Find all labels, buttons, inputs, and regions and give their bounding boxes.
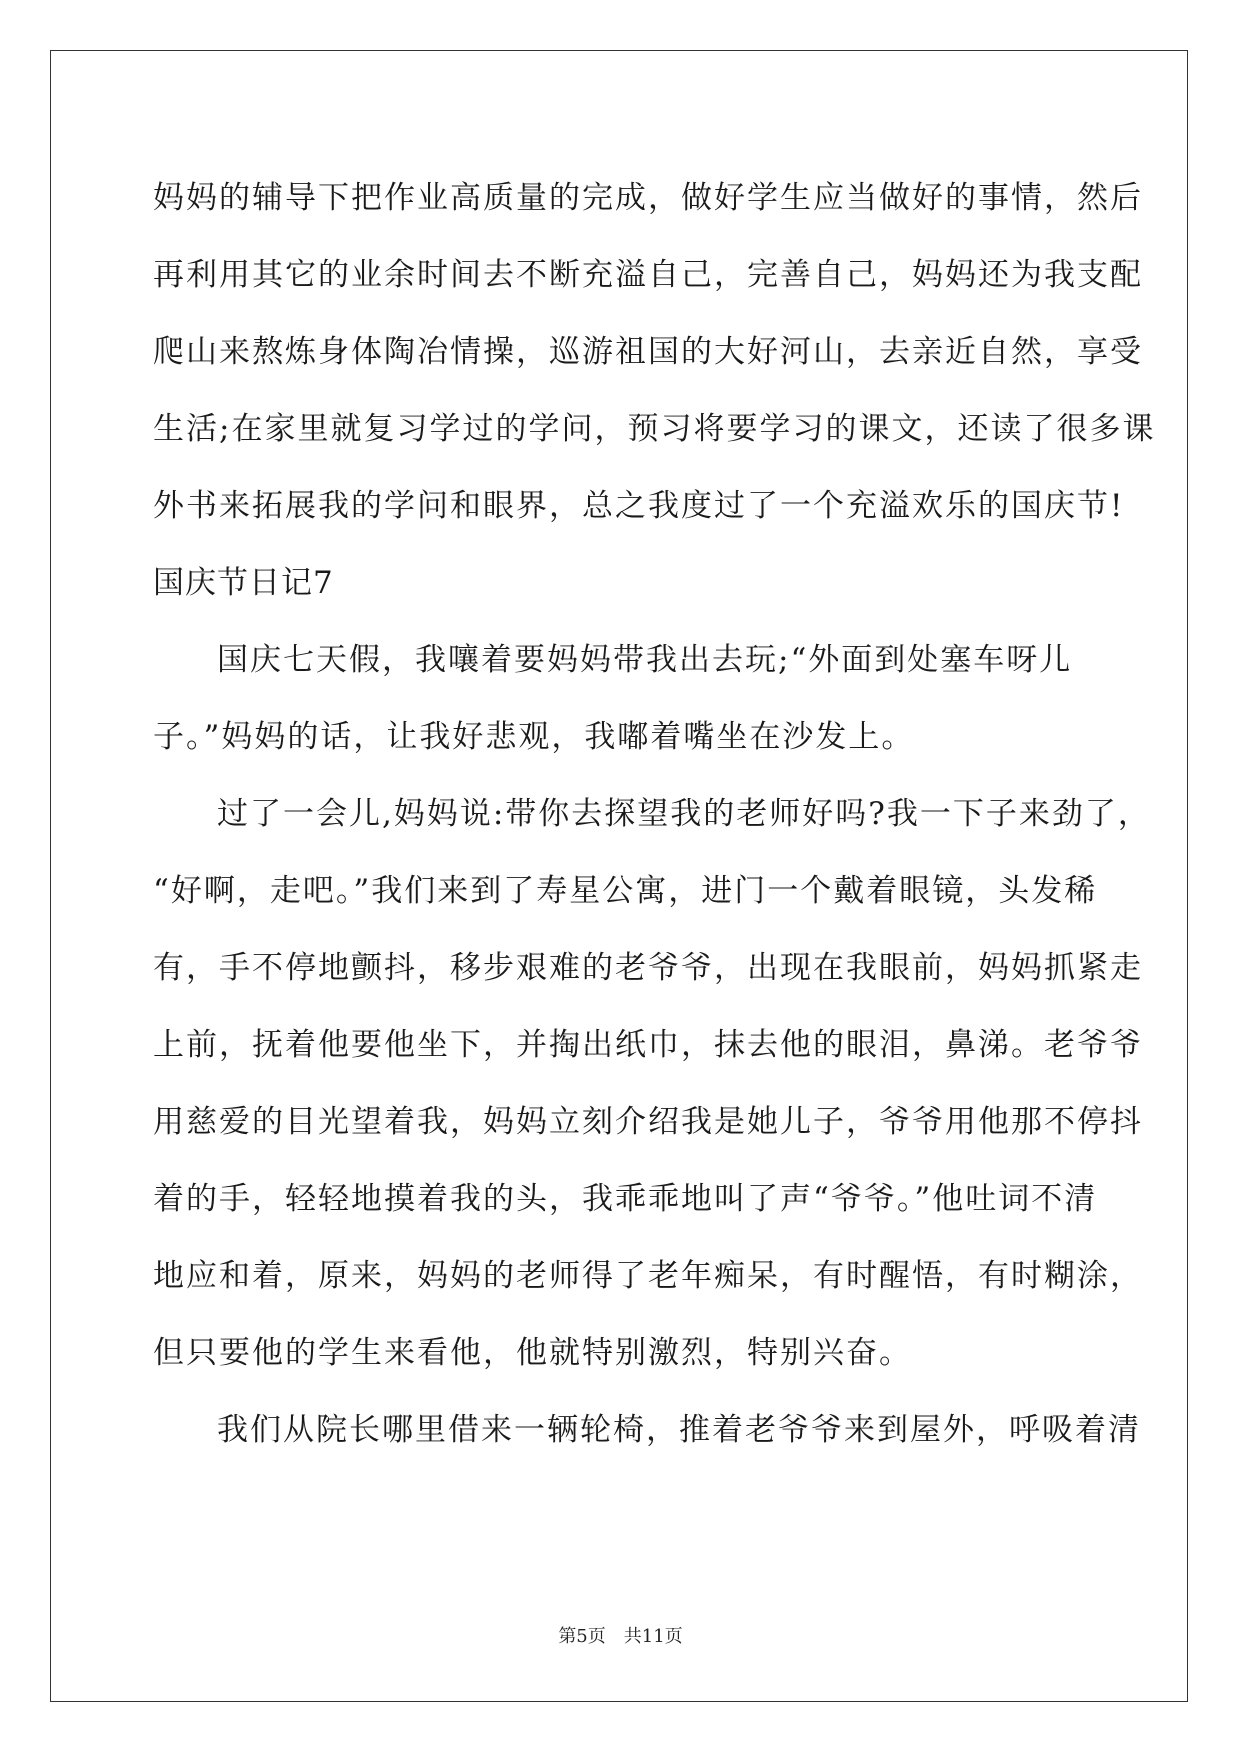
body-line: 用慈爱的目光望着我，妈妈立刻介绍我是她儿子，爷爷用他那不停抖 bbox=[153, 1104, 1143, 1140]
body-line: 爬山来熬炼身体陶冶情操，巡游祖国的大好河山，去亲近自然，享受 bbox=[153, 334, 1143, 370]
body-line: 外书来拓展我的学问和眼界，总之我度过了一个充溢欢乐的国庆节! bbox=[153, 488, 1125, 524]
page-total: 共11页 bbox=[623, 1626, 683, 1647]
body-line: 有，手不停地颤抖，移步艰难的老爷爷，出现在我眼前，妈妈抓紧走 bbox=[153, 950, 1143, 986]
document-body bbox=[153, 160, 1156, 1469]
section-heading: 国庆节日记7 bbox=[153, 565, 334, 601]
paragraph-first-line: 国庆七天假，我嚷着要妈妈带我出去玩;“外面到处塞车呀儿 bbox=[217, 642, 1073, 678]
page-number: 第5页 bbox=[558, 1626, 606, 1647]
body-line: 但只要他的学生来看他，他就特别激烈，特别兴奋。 bbox=[153, 1335, 912, 1371]
body-line: 着的手，轻轻地摸着我的头，我乖乖地叫了声“爷爷。”他吐词不清 bbox=[153, 1181, 1098, 1217]
body-line: 地应和着，原来，妈妈的老师得了老年痴呆，有时醒悟，有时糊涂， bbox=[153, 1258, 1143, 1294]
body-line: 生活;在家里就复习学过的学问，预习将要学习的课文，还读了很多课 bbox=[153, 411, 1156, 447]
body-line: 上前，抚着他要他坐下，并掏出纸巾，抹去他的眼泪，鼻涕。老爷爷 bbox=[153, 1027, 1143, 1063]
page-footer bbox=[0, 1622, 1241, 1648]
paragraph-first-line: 我们从院长哪里借来一辆轮椅，推着老爷爷来到屋外，呼吸着清 bbox=[217, 1412, 1141, 1448]
body-line: 妈妈的辅导下把作业高质量的完成，做好学生应当做好的事情，然后 bbox=[153, 180, 1143, 216]
body-line: 子。”妈妈的话，让我好悲观，我嘟着嘴坐在沙发上。 bbox=[153, 719, 915, 755]
body-line: 再利用其它的业余时间去不断充溢自己，完善自己，妈妈还为我支配 bbox=[153, 257, 1143, 293]
body-line: “好啊，走吧。”我们来到了寿星公寓，进门一个戴着眼镜，头发稀 bbox=[153, 873, 1098, 909]
paragraph-first-line: 过了一会儿,妈妈说:带你去探望我的老师好吗?我一下子来劲了， bbox=[217, 796, 1151, 832]
